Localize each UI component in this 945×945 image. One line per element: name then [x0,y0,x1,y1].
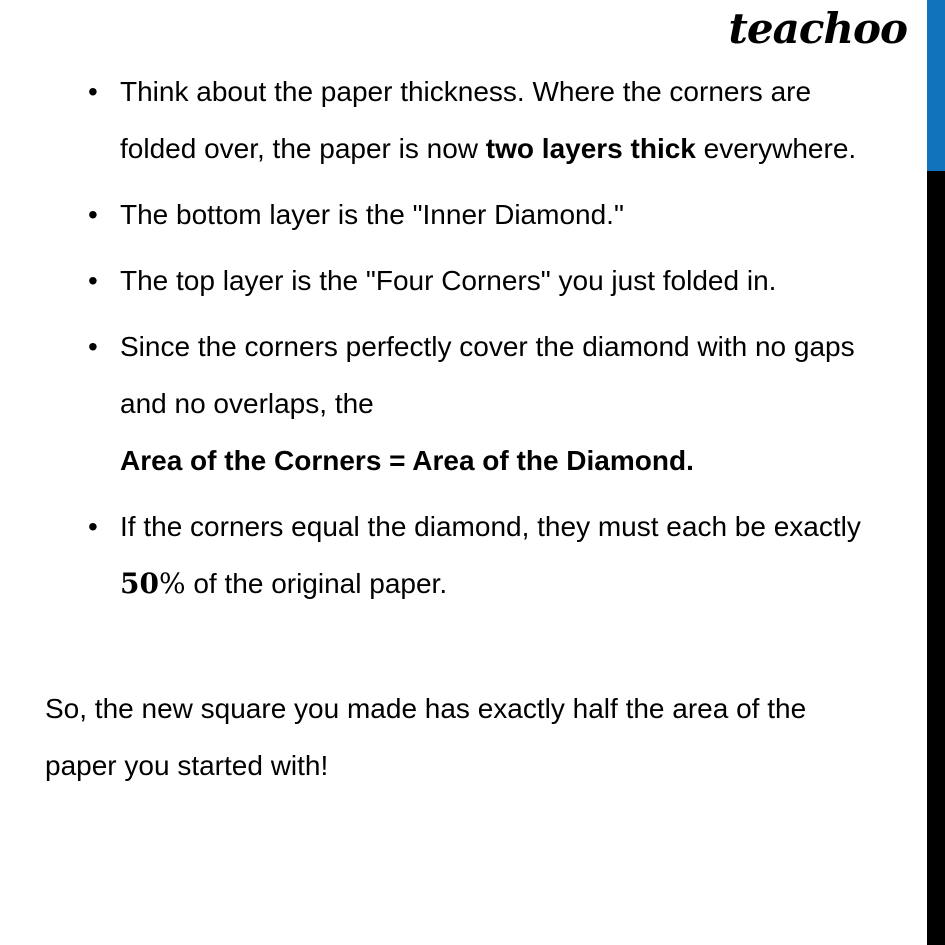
text: everywhere. [695,133,857,164]
text: of the original paper. [185,568,448,599]
bullet-item [88,186,910,243]
slide-content [88,63,910,621]
bullet-list [88,63,910,612]
text: paper you started with! [45,750,329,781]
bold-text: two layers thick [485,133,696,164]
text: The top layer is the "Four Corners" you just folded in. [120,265,777,296]
bullet-item [88,498,910,612]
teachoo-logo: teachoo [728,4,907,53]
bold-text: Area of the Corners = Area of the Diamond. [120,445,694,476]
text: The bottom layer is the "Inner Diamond." [120,199,624,230]
bullet-item [88,252,910,309]
closing-paragraph [45,680,905,794]
text: So, the new square you made has exactly half the area of the [45,693,807,724]
text: folded over, the paper is now [120,133,486,164]
bullet-item [88,318,910,489]
blue-accent-bar [927,0,945,171]
bullet-item [88,63,910,177]
text: and no overlaps, the [120,388,374,419]
bold-text: 50 [120,567,159,600]
text: Since the corners perfectly cover the diamond with no gaps [120,331,855,362]
text: Think about the paper thickness. Where the corners are [120,76,812,107]
text: % [158,567,186,600]
text: If the corners equal the diamond, they must each be exactly [120,511,861,542]
black-accent-bar [927,171,945,945]
